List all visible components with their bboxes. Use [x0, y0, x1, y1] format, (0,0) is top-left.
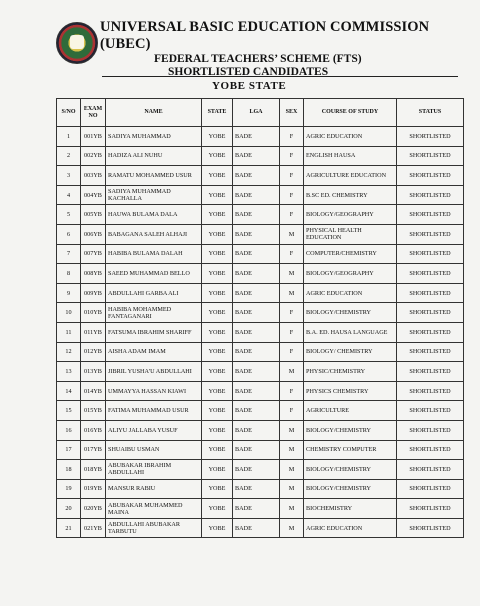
cell-exam-no: 008YB [81, 264, 106, 284]
cell-sex: M [280, 499, 304, 519]
cell-name: JIBRIL YUSHA'U ABDULLAHI [106, 362, 202, 382]
cell-status: SHORTLISTED [397, 205, 464, 225]
cell-course-of-study: BIOCHEMISTRY [304, 499, 397, 519]
cell-name: SADIYA MUHAMMAD [106, 127, 202, 147]
table-row [57, 342, 464, 362]
cell-sno: 8 [57, 264, 81, 284]
cell-sex: M [280, 440, 304, 460]
cell-course-of-study: BIOLOGY/GEOGRAPHY [304, 264, 397, 284]
cell-state: YOBE [202, 166, 233, 186]
cell-status: SHORTLISTED [397, 499, 464, 519]
cell-state: YOBE [202, 244, 233, 264]
cell-lga: BADE [233, 185, 280, 205]
logo-emblem [70, 35, 84, 49]
cell-sex: F [280, 146, 304, 166]
cell-lga: BADE [233, 479, 280, 499]
cell-course-of-study: PHYSICAL HEALTH EDUCATION [304, 224, 397, 244]
cell-name: FATIMA MUHAMMAD USUR [106, 401, 202, 421]
column-header-lga: LGA [233, 99, 280, 127]
column-header-course-of-study: COURSE OF STUDY [304, 99, 397, 127]
cell-sex: M [280, 224, 304, 244]
cell-state: YOBE [202, 224, 233, 244]
cell-name: SADIYA MUHAMMAD KACHALLA [106, 185, 202, 205]
cell-lga: BADE [233, 303, 280, 323]
cell-state: YOBE [202, 401, 233, 421]
cell-exam-no: 002YB [81, 146, 106, 166]
cell-state: YOBE [202, 322, 233, 342]
cell-exam-no: 009YB [81, 283, 106, 303]
cell-status: SHORTLISTED [397, 166, 464, 186]
cell-sex: F [280, 342, 304, 362]
table-row [57, 283, 464, 303]
cell-status: SHORTLISTED [397, 420, 464, 440]
cell-sex: M [280, 460, 304, 480]
cell-name: SAEED MUHAMMAD BELLO [106, 264, 202, 284]
cell-status: SHORTLISTED [397, 342, 464, 362]
cell-status: SHORTLISTED [397, 127, 464, 147]
cell-exam-no: 010YB [81, 303, 106, 323]
cell-course-of-study: B.A. ED. HAUSA LANGUAGE [304, 322, 397, 342]
cell-state: YOBE [202, 440, 233, 460]
cell-state: YOBE [202, 146, 233, 166]
cell-lga: BADE [233, 283, 280, 303]
cell-name: HADIZA ALI NUHU [106, 146, 202, 166]
column-header-name: NAME [106, 99, 202, 127]
table-row [57, 381, 464, 401]
candidates-table [56, 98, 464, 538]
document-header [100, 19, 460, 93]
cell-sex: M [280, 479, 304, 499]
table-row [57, 420, 464, 440]
cell-status: SHORTLISTED [397, 283, 464, 303]
cell-exam-no: 018YB [81, 460, 106, 480]
cell-lga: BADE [233, 401, 280, 421]
cell-name: MANSUR RABIU [106, 479, 202, 499]
document-subtitle: SHORTLISTED CANDIDATES [168, 66, 329, 78]
cell-course-of-study: B.SC ED. CHEMISTRY [304, 185, 397, 205]
table-row [57, 166, 464, 186]
cell-sex: F [280, 322, 304, 342]
cell-course-of-study: AGRIC EDUCATION [304, 127, 397, 147]
cell-sex: M [280, 362, 304, 382]
cell-state: YOBE [202, 499, 233, 519]
cell-status: SHORTLISTED [397, 264, 464, 284]
cell-exam-no: 016YB [81, 420, 106, 440]
cell-state: YOBE [202, 185, 233, 205]
cell-lga: BADE [233, 499, 280, 519]
column-header-exam-no: EXAM NO [81, 99, 106, 127]
cell-name: ABUBAKAR MUHAMMED MAINA [106, 499, 202, 519]
cell-lga: BADE [233, 420, 280, 440]
cell-name: ABUBAKAR IBRAHIM ABDULLAHI [106, 460, 202, 480]
cell-course-of-study: ENGLISH HAUSA [304, 146, 397, 166]
cell-sno: 4 [57, 185, 81, 205]
cell-status: SHORTLISTED [397, 401, 464, 421]
state-heading: YOBE STATE [212, 80, 287, 92]
cell-exam-no: 012YB [81, 342, 106, 362]
cell-sex: M [280, 518, 304, 538]
cell-name: BABAGANA SALEH ALHAJI [106, 224, 202, 244]
cell-sex: F [280, 381, 304, 401]
cell-exam-no: 007YB [81, 244, 106, 264]
ubec-logo [56, 22, 98, 64]
cell-lga: BADE [233, 381, 280, 401]
cell-sno: 21 [57, 518, 81, 538]
cell-lga: BADE [233, 264, 280, 284]
cell-course-of-study: AGRICULTURE [304, 401, 397, 421]
cell-name: UMMAYYA HASSAN KIAWI [106, 381, 202, 401]
cell-sno: 12 [57, 342, 81, 362]
cell-course-of-study: BIOLOGY/CHEMISTRY [304, 479, 397, 499]
table-header-row [57, 99, 464, 127]
cell-exam-no: 020YB [81, 499, 106, 519]
cell-status: SHORTLISTED [397, 146, 464, 166]
cell-sno: 7 [57, 244, 81, 264]
table-row [57, 362, 464, 382]
cell-lga: BADE [233, 440, 280, 460]
cell-status: SHORTLISTED [397, 322, 464, 342]
document-title: UNIVERSAL BASIC EDUCATION COMMISSION (UBEC) [100, 19, 430, 52]
table-row [57, 185, 464, 205]
cell-status: SHORTLISTED [397, 518, 464, 538]
cell-exam-no: 019YB [81, 479, 106, 499]
cell-name: HABIBA MOHAMMED FANTAGANARI [106, 303, 202, 323]
cell-lga: BADE [233, 127, 280, 147]
cell-state: YOBE [202, 127, 233, 147]
cell-sno: 17 [57, 440, 81, 460]
table-row [57, 499, 464, 519]
cell-status: SHORTLISTED [397, 244, 464, 264]
cell-state: YOBE [202, 460, 233, 480]
cell-status: SHORTLISTED [397, 460, 464, 480]
cell-state: YOBE [202, 479, 233, 499]
cell-course-of-study: BIOLOGY/CHEMISTRY [304, 460, 397, 480]
cell-exam-no: 005YB [81, 205, 106, 225]
cell-sex: F [280, 127, 304, 147]
table-row [57, 460, 464, 480]
cell-exam-no: 006YB [81, 224, 106, 244]
cell-course-of-study: BIOLOGY/CHEMISTRY [304, 420, 397, 440]
cell-name: RAMATU MOHAMMED USUR [106, 166, 202, 186]
cell-state: YOBE [202, 381, 233, 401]
cell-lga: BADE [233, 460, 280, 480]
table-row [57, 244, 464, 264]
cell-lga: BADE [233, 362, 280, 382]
cell-sex: F [280, 401, 304, 421]
cell-sno: 20 [57, 499, 81, 519]
cell-sex: F [280, 185, 304, 205]
cell-exam-no: 001YB [81, 127, 106, 147]
cell-state: YOBE [202, 283, 233, 303]
table-row [57, 127, 464, 147]
cell-course-of-study: PHYSIC/CHEMISTRY [304, 362, 397, 382]
cell-course-of-study: BIOLOGY/CHEMISTRY [304, 303, 397, 323]
table-row [57, 264, 464, 284]
table-row [57, 518, 464, 538]
column-header-sex: SEX [280, 99, 304, 127]
cell-exam-no: 004YB [81, 185, 106, 205]
cell-sex: M [280, 264, 304, 284]
cell-name: HABIBA BULAMA DALAH [106, 244, 202, 264]
table-row [57, 224, 464, 244]
cell-state: YOBE [202, 362, 233, 382]
cell-course-of-study: AGRICULTURE EDUCATION [304, 166, 397, 186]
column-header-status: STATUS [397, 99, 464, 127]
cell-sno: 11 [57, 322, 81, 342]
cell-status: SHORTLISTED [397, 362, 464, 382]
cell-exam-no: 021YB [81, 518, 106, 538]
cell-name: HAUWA BULAMA DALA [106, 205, 202, 225]
cell-lga: BADE [233, 205, 280, 225]
cell-course-of-study: CHEMISTRY COMPUTER [304, 440, 397, 460]
cell-name: AISHA ADAM IMAM [106, 342, 202, 362]
cell-course-of-study: AGRIC EDUCATION [304, 518, 397, 538]
cell-lga: BADE [233, 342, 280, 362]
cell-sno: 10 [57, 303, 81, 323]
cell-name: ALIYU JALLABA YUSUF [106, 420, 202, 440]
column-header-sno: S/NO [57, 99, 81, 127]
cell-sex: F [280, 205, 304, 225]
cell-sex: F [280, 244, 304, 264]
cell-sno: 6 [57, 224, 81, 244]
table-row [57, 440, 464, 460]
cell-state: YOBE [202, 264, 233, 284]
cell-state: YOBE [202, 342, 233, 362]
cell-sno: 13 [57, 362, 81, 382]
cell-status: SHORTLISTED [397, 185, 464, 205]
cell-exam-no: 003YB [81, 166, 106, 186]
cell-state: YOBE [202, 518, 233, 538]
cell-sno: 5 [57, 205, 81, 225]
table-row [57, 303, 464, 323]
cell-course-of-study: PHYSICS CHEMISTRY [304, 381, 397, 401]
cell-name: FATSUMA IBRAHIM SHARIFF [106, 322, 202, 342]
cell-lga: BADE [233, 146, 280, 166]
cell-sno: 15 [57, 401, 81, 421]
cell-status: SHORTLISTED [397, 381, 464, 401]
cell-sno: 3 [57, 166, 81, 186]
cell-sno: 1 [57, 127, 81, 147]
cell-course-of-study: COMPUTER/CHEMISTRY [304, 244, 397, 264]
scheme-title: FEDERAL TEACHERS’ SCHEME (FTS) [154, 53, 362, 65]
table-row [57, 146, 464, 166]
column-header-state: STATE [202, 99, 233, 127]
cell-sex: F [280, 166, 304, 186]
cell-status: SHORTLISTED [397, 479, 464, 499]
cell-sno: 9 [57, 283, 81, 303]
cell-name: ABDULLAHI GARBA ALI [106, 283, 202, 303]
cell-sno: 19 [57, 479, 81, 499]
cell-course-of-study: AGRIC EDUCATION [304, 283, 397, 303]
cell-course-of-study: BIOLOGY/GEOGRAPHY [304, 205, 397, 225]
header-divider [102, 76, 458, 77]
cell-state: YOBE [202, 205, 233, 225]
cell-exam-no: 011YB [81, 322, 106, 342]
cell-sex: F [280, 303, 304, 323]
table-row [57, 401, 464, 421]
cell-state: YOBE [202, 303, 233, 323]
cell-sex: M [280, 420, 304, 440]
cell-lga: BADE [233, 244, 280, 264]
cell-sno: 18 [57, 460, 81, 480]
cell-sno: 16 [57, 420, 81, 440]
cell-name: ABDULLAHI ABUBAKAR TARBUTU [106, 518, 202, 538]
cell-exam-no: 014YB [81, 381, 106, 401]
table-row [57, 479, 464, 499]
cell-sex: M [280, 283, 304, 303]
cell-lga: BADE [233, 224, 280, 244]
cell-status: SHORTLISTED [397, 303, 464, 323]
cell-course-of-study: BIOLOGY/ CHEMISTRY [304, 342, 397, 362]
table-row [57, 205, 464, 225]
cell-lga: BADE [233, 166, 280, 186]
cell-lga: BADE [233, 518, 280, 538]
cell-exam-no: 013YB [81, 362, 106, 382]
table-row [57, 322, 464, 342]
cell-sno: 14 [57, 381, 81, 401]
cell-state: YOBE [202, 420, 233, 440]
cell-status: SHORTLISTED [397, 224, 464, 244]
cell-name: SHUAIBU USMAN [106, 440, 202, 460]
cell-exam-no: 015YB [81, 401, 106, 421]
cell-lga: BADE [233, 322, 280, 342]
table-body [57, 127, 464, 538]
cell-status: SHORTLISTED [397, 440, 464, 460]
cell-sno: 2 [57, 146, 81, 166]
cell-exam-no: 017YB [81, 440, 106, 460]
